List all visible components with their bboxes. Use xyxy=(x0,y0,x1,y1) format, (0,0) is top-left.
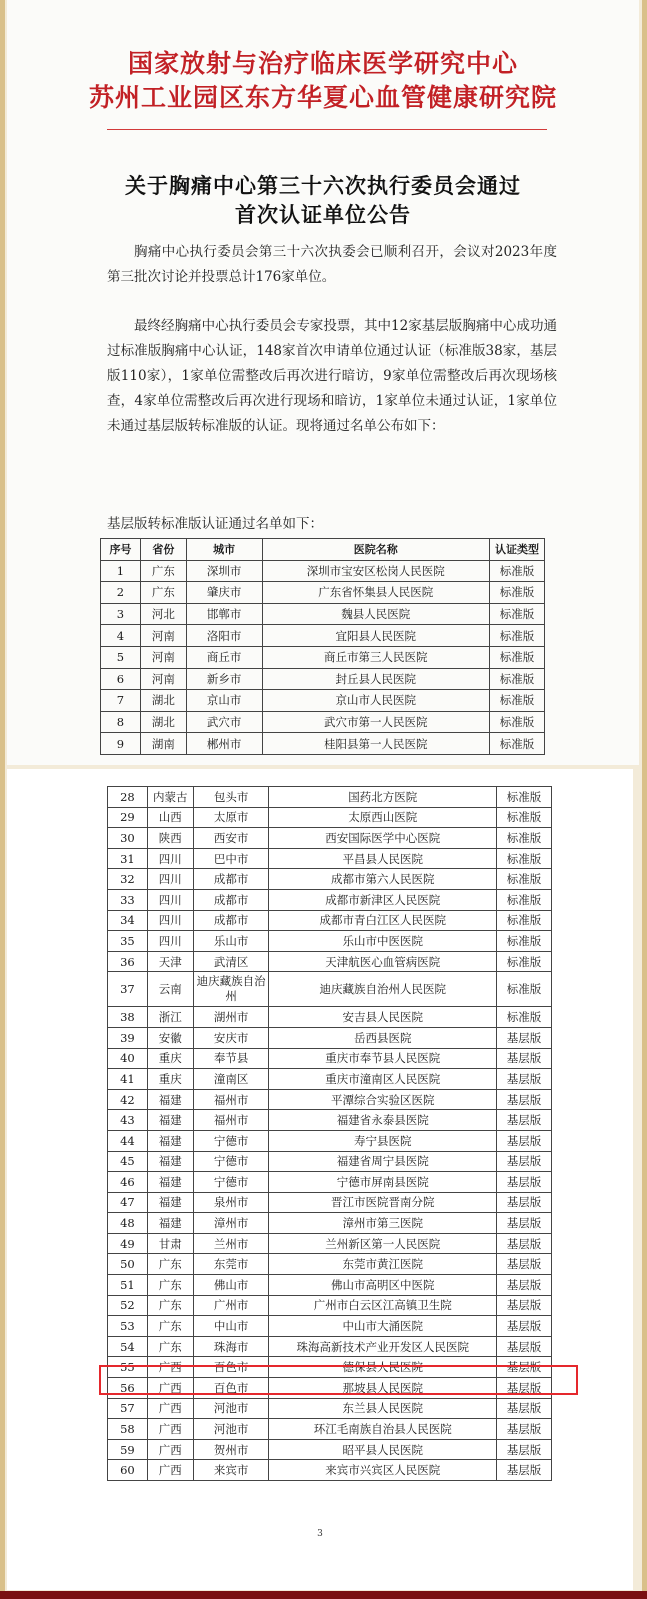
cell-hospital: 宁德市屏南县医院 xyxy=(269,1172,497,1193)
cell-city: 邯郸市 xyxy=(186,603,262,625)
cell-city: 商丘市 xyxy=(186,646,262,668)
cell-hospital: 兰州新区第一人民医院 xyxy=(269,1233,497,1254)
cell-cert-type: 标准版 xyxy=(497,828,552,849)
cell-cert-type: 标准版 xyxy=(497,869,552,890)
table-row xyxy=(108,787,552,808)
cell-province: 广西 xyxy=(147,1357,193,1378)
cell-no: 1 xyxy=(101,560,141,582)
cell-cert-type: 标准版 xyxy=(497,787,552,808)
cell-hospital: 西安国际医学中心医院 xyxy=(269,828,497,849)
cell-province: 广西 xyxy=(147,1378,193,1399)
cell-city: 巴中市 xyxy=(193,848,269,869)
cell-cert-type: 标准版 xyxy=(497,807,552,828)
cell-cert-type: 标准版 xyxy=(497,951,552,972)
cell-hospital: 魏县人民医院 xyxy=(262,603,490,625)
cell-cert-type: 标准版 xyxy=(497,910,552,931)
cell-no: 30 xyxy=(108,828,148,849)
cell-cert-type: 标准版 xyxy=(490,668,545,690)
notice-title-line-2: 首次认证单位公告 xyxy=(235,202,411,227)
cell-city: 迪庆藏族自治州 xyxy=(193,972,269,1007)
cell-cert-type: 标准版 xyxy=(490,625,545,647)
cell-hospital: 广州市白云区江高镇卫生院 xyxy=(269,1295,497,1316)
header-cert-type: 认证类型 xyxy=(490,539,545,561)
cell-city: 河池市 xyxy=(193,1419,269,1440)
table-row xyxy=(108,869,552,890)
cell-hospital: 东兰县人民医院 xyxy=(269,1398,497,1419)
cell-no: 53 xyxy=(108,1316,148,1337)
cell-cert-type: 基层版 xyxy=(497,1398,552,1419)
cell-cert-type: 标准版 xyxy=(490,560,545,582)
table-row xyxy=(108,1439,552,1460)
cell-cert-type: 标准版 xyxy=(490,603,545,625)
cell-province: 河南 xyxy=(140,646,186,668)
cell-hospital: 天津航医心血管病医院 xyxy=(269,951,497,972)
cell-no: 35 xyxy=(108,931,148,952)
cell-hospital: 中山市大涌医院 xyxy=(269,1316,497,1337)
letterhead-line-1: 国家放射与治疗临床医学研究中心 xyxy=(127,49,518,78)
cell-hospital: 福建省周宁县医院 xyxy=(269,1151,497,1172)
cell-hospital: 京山市人民医院 xyxy=(262,690,490,712)
row-highlight-box xyxy=(99,1365,578,1395)
cell-city: 武清区 xyxy=(193,951,269,972)
table-row xyxy=(108,1172,552,1193)
cell-no: 36 xyxy=(108,951,148,972)
cell-city: 宁德市 xyxy=(193,1151,269,1172)
cell-cert-type: 基层版 xyxy=(497,1110,552,1131)
cell-hospital: 岳西县医院 xyxy=(269,1027,497,1048)
cell-province: 天津 xyxy=(147,951,193,972)
cell-no: 33 xyxy=(108,889,148,910)
table-row xyxy=(108,1316,552,1337)
cell-province: 四川 xyxy=(147,889,193,910)
table-row xyxy=(108,848,552,869)
cell-city: 潼南区 xyxy=(193,1069,269,1090)
cell-hospital: 迪庆藏族自治州人民医院 xyxy=(269,972,497,1007)
cell-city: 包头市 xyxy=(193,787,269,808)
cell-province: 浙江 xyxy=(147,1007,193,1028)
cell-province: 福建 xyxy=(147,1089,193,1110)
cell-province: 河北 xyxy=(140,603,186,625)
cell-no: 57 xyxy=(108,1398,148,1419)
document-page-3 xyxy=(7,769,633,1590)
header-hospital: 医院名称 xyxy=(262,539,490,561)
cell-cert-type: 标准版 xyxy=(490,646,545,668)
cell-no: 32 xyxy=(108,869,148,890)
table-row xyxy=(108,1213,552,1234)
cell-hospital: 平昌县人民医院 xyxy=(269,848,497,869)
cell-hospital: 太原西山医院 xyxy=(269,807,497,828)
cell-no: 41 xyxy=(108,1069,148,1090)
cell-cert-type: 基层版 xyxy=(497,1130,552,1151)
cell-hospital: 成都市新津区人民医院 xyxy=(269,889,497,910)
cell-cert-type: 标准版 xyxy=(490,733,545,755)
cell-city: 珠海市 xyxy=(193,1336,269,1357)
cell-no: 8 xyxy=(101,711,141,733)
cell-hospital: 广东省怀集县人民医院 xyxy=(262,582,490,604)
table-row xyxy=(108,1336,552,1357)
table-row xyxy=(101,560,545,582)
cell-province: 湖南 xyxy=(140,733,186,755)
cell-cert-type: 标准版 xyxy=(490,690,545,712)
cell-cert-type: 标准版 xyxy=(497,931,552,952)
cell-hospital: 重庆市潼南区人民医院 xyxy=(269,1069,497,1090)
table-row xyxy=(108,972,552,1007)
cell-city: 中山市 xyxy=(193,1316,269,1337)
cell-city: 成都市 xyxy=(193,889,269,910)
cell-province: 广东 xyxy=(140,582,186,604)
cell-city: 兰州市 xyxy=(193,1233,269,1254)
cell-hospital: 东莞市黄江医院 xyxy=(269,1254,497,1275)
cell-province: 湖北 xyxy=(140,690,186,712)
cell-province: 云南 xyxy=(147,972,193,1007)
cell-city: 郴州市 xyxy=(186,733,262,755)
table-row xyxy=(101,646,545,668)
cell-hospital: 晋江市医院晋南分院 xyxy=(269,1192,497,1213)
cell-city: 泉州市 xyxy=(193,1192,269,1213)
cell-no: 47 xyxy=(108,1192,148,1213)
cell-hospital: 乐山市中医医院 xyxy=(269,931,497,952)
table-row xyxy=(101,690,545,712)
table-row xyxy=(108,1254,552,1275)
cell-hospital: 珠海高新技术产业开发区人民医院 xyxy=(269,1336,497,1357)
cell-no: 44 xyxy=(108,1130,148,1151)
cell-province: 广西 xyxy=(147,1419,193,1440)
cell-city: 太原市 xyxy=(193,807,269,828)
table-row xyxy=(101,668,545,690)
cell-hospital: 成都市青白江区人民医院 xyxy=(269,910,497,931)
cell-no: 9 xyxy=(101,733,141,755)
cell-hospital: 福建省永泰县医院 xyxy=(269,1110,497,1131)
cell-province: 广东 xyxy=(140,560,186,582)
cell-no: 58 xyxy=(108,1419,148,1440)
cell-cert-type: 基层版 xyxy=(497,1316,552,1337)
table-body xyxy=(101,560,545,754)
paragraph-1: 胸痛中心执行委员会第三十六次执委会已顺利召开，会议对2023年度第三批次讨论并投票总计176家单位。 xyxy=(107,244,557,285)
table-row xyxy=(108,828,552,849)
cell-no: 29 xyxy=(108,807,148,828)
cell-no: 52 xyxy=(108,1295,148,1316)
table-row xyxy=(108,1151,552,1172)
cell-no: 5 xyxy=(101,646,141,668)
cell-hospital: 平潭综合实验区医院 xyxy=(269,1089,497,1110)
cell-city: 肇庆市 xyxy=(186,582,262,604)
letterhead-line-2: 苏州工业园区东方华夏心血管健康研究院 xyxy=(88,83,557,112)
table-row xyxy=(108,1192,552,1213)
cell-city: 百色市 xyxy=(193,1378,269,1399)
table-row xyxy=(108,1069,552,1090)
cell-province: 福建 xyxy=(147,1213,193,1234)
cell-city: 漳州市 xyxy=(193,1213,269,1234)
cell-no: 37 xyxy=(108,972,148,1007)
cell-hospital: 漳州市第三医院 xyxy=(269,1213,497,1234)
cell-hospital: 寿宁县医院 xyxy=(269,1130,497,1151)
table-row xyxy=(108,1007,552,1028)
cell-province: 山西 xyxy=(147,807,193,828)
cell-hospital: 桂阳县第一人民医院 xyxy=(262,733,490,755)
cell-province: 广西 xyxy=(147,1398,193,1419)
cell-cert-type: 基层版 xyxy=(497,1233,552,1254)
cell-no: 56 xyxy=(108,1378,148,1399)
cell-hospital: 来宾市兴宾区人民医院 xyxy=(269,1460,497,1481)
cell-province: 河南 xyxy=(140,668,186,690)
cell-province: 广西 xyxy=(147,1439,193,1460)
cell-cert-type: 基层版 xyxy=(497,1460,552,1481)
table-row xyxy=(108,910,552,931)
cell-no: 6 xyxy=(101,668,141,690)
cell-city: 新乡市 xyxy=(186,668,262,690)
cell-cert-type: 标准版 xyxy=(490,711,545,733)
cell-no: 50 xyxy=(108,1254,148,1275)
cell-city: 武穴市 xyxy=(186,711,262,733)
cell-city: 西安市 xyxy=(193,828,269,849)
cell-no: 39 xyxy=(108,1027,148,1048)
table-row xyxy=(108,1089,552,1110)
cell-no: 34 xyxy=(108,910,148,931)
cell-hospital: 佛山市高明区中医院 xyxy=(269,1275,497,1296)
cell-no: 51 xyxy=(108,1275,148,1296)
cell-hospital: 环江毛南族自治县人民医院 xyxy=(269,1419,497,1440)
cell-province: 福建 xyxy=(147,1110,193,1131)
cell-no: 38 xyxy=(108,1007,148,1028)
cell-city: 京山市 xyxy=(186,690,262,712)
cell-cert-type: 基层版 xyxy=(497,1275,552,1296)
cell-province: 福建 xyxy=(147,1151,193,1172)
cell-province: 四川 xyxy=(147,931,193,952)
cell-province: 广东 xyxy=(147,1336,193,1357)
cell-city: 安庆市 xyxy=(193,1027,269,1048)
cell-hospital: 昭平县人民医院 xyxy=(269,1439,497,1460)
cell-city: 贺州市 xyxy=(193,1439,269,1460)
cell-no: 45 xyxy=(108,1151,148,1172)
upgrade-list-table xyxy=(100,538,545,755)
cell-city: 成都市 xyxy=(193,910,269,931)
cell-hospital: 武穴市第一人民医院 xyxy=(262,711,490,733)
cell-city: 福州市 xyxy=(193,1089,269,1110)
table-row xyxy=(108,1419,552,1440)
cell-province: 河南 xyxy=(140,625,186,647)
cell-province: 甘肃 xyxy=(147,1233,193,1254)
cell-cert-type: 基层版 xyxy=(497,1151,552,1172)
cell-province: 广东 xyxy=(147,1254,193,1275)
cell-cert-type: 基层版 xyxy=(497,1069,552,1090)
cell-province: 重庆 xyxy=(147,1048,193,1069)
cell-cert-type: 基层版 xyxy=(497,1336,552,1357)
cell-cert-type: 标准版 xyxy=(497,889,552,910)
table-row xyxy=(108,931,552,952)
cell-cert-type: 基层版 xyxy=(497,1378,552,1399)
cell-cert-type: 标准版 xyxy=(490,582,545,604)
left-border xyxy=(0,0,5,1599)
cell-city: 河池市 xyxy=(193,1398,269,1419)
cell-city: 广州市 xyxy=(193,1295,269,1316)
notice-title-line-1: 关于胸痛中心第三十六次执行委员会通过 xyxy=(125,173,521,198)
cell-city: 宁德市 xyxy=(193,1172,269,1193)
table-row xyxy=(108,951,552,972)
cell-city: 来宾市 xyxy=(193,1460,269,1481)
cell-province: 重庆 xyxy=(147,1069,193,1090)
cell-hospital: 那坡县人民医院 xyxy=(269,1378,497,1399)
table-row xyxy=(101,603,545,625)
cell-city: 福州市 xyxy=(193,1110,269,1131)
cell-city: 成都市 xyxy=(193,869,269,890)
table-row xyxy=(101,733,545,755)
table-row xyxy=(108,1275,552,1296)
cell-city: 乐山市 xyxy=(193,931,269,952)
table-row xyxy=(108,1110,552,1131)
cell-city: 洛阳市 xyxy=(186,625,262,647)
cell-cert-type: 基层版 xyxy=(497,1048,552,1069)
table-row xyxy=(108,1048,552,1069)
cell-province: 内蒙古 xyxy=(147,787,193,808)
cell-city: 百色市 xyxy=(193,1357,269,1378)
cell-cert-type: 基层版 xyxy=(497,1295,552,1316)
cell-cert-type: 标准版 xyxy=(497,848,552,869)
table-row xyxy=(101,625,545,647)
cell-cert-type: 基层版 xyxy=(497,1192,552,1213)
table-row xyxy=(108,1233,552,1254)
cell-hospital: 宜阳县人民医院 xyxy=(262,625,490,647)
table-row xyxy=(108,1398,552,1419)
cell-hospital: 封丘县人民医院 xyxy=(262,668,490,690)
cell-cert-type: 基层版 xyxy=(497,1213,552,1234)
cell-no: 31 xyxy=(108,848,148,869)
cell-no: 40 xyxy=(108,1048,148,1069)
cell-province: 四川 xyxy=(147,848,193,869)
header-no: 序号 xyxy=(101,539,141,561)
header-province: 省份 xyxy=(140,539,186,561)
cell-cert-type: 基层版 xyxy=(497,1089,552,1110)
cell-no: 42 xyxy=(108,1089,148,1110)
cell-cert-type: 基层版 xyxy=(497,1419,552,1440)
cell-no: 2 xyxy=(101,582,141,604)
cell-no: 43 xyxy=(108,1110,148,1131)
cell-cert-type: 基层版 xyxy=(497,1172,552,1193)
cell-cert-type: 基层版 xyxy=(497,1027,552,1048)
cell-cert-type: 基层版 xyxy=(497,1254,552,1275)
cell-city: 佛山市 xyxy=(193,1275,269,1296)
cell-city: 宁德市 xyxy=(193,1130,269,1151)
cell-no: 59 xyxy=(108,1439,148,1460)
table-row xyxy=(108,1295,552,1316)
cell-province: 福建 xyxy=(147,1192,193,1213)
cell-no: 60 xyxy=(108,1460,148,1481)
cell-no: 4 xyxy=(101,625,141,647)
cell-city: 深圳市 xyxy=(186,560,262,582)
cell-no: 55 xyxy=(108,1357,148,1378)
cell-hospital: 深圳市宝安区松岗人民医院 xyxy=(262,560,490,582)
table-row xyxy=(108,1130,552,1151)
cell-cert-type: 标准版 xyxy=(497,1007,552,1028)
cell-cert-type: 基层版 xyxy=(497,1439,552,1460)
cell-province: 广西 xyxy=(147,1460,193,1481)
cell-no: 49 xyxy=(108,1233,148,1254)
cell-province: 广东 xyxy=(147,1275,193,1296)
table-row xyxy=(108,807,552,828)
cell-city: 奉节县 xyxy=(193,1048,269,1069)
cell-province: 四川 xyxy=(147,910,193,931)
cell-hospital: 重庆市奉节县人民医院 xyxy=(269,1048,497,1069)
document-page-1 xyxy=(7,0,639,765)
page-number: 3 xyxy=(317,1529,323,1539)
table-row xyxy=(108,1460,552,1481)
cell-no: 48 xyxy=(108,1213,148,1234)
table-row xyxy=(108,889,552,910)
bottom-bar xyxy=(0,1591,647,1599)
cell-no: 54 xyxy=(108,1336,148,1357)
table-row xyxy=(101,582,545,604)
header-city: 城市 xyxy=(186,539,262,561)
cell-cert-type: 标准版 xyxy=(497,972,552,1007)
cell-hospital: 德保县人民医院 xyxy=(269,1357,497,1378)
table-header-row xyxy=(101,539,545,561)
cell-city: 湖州市 xyxy=(193,1007,269,1028)
cell-province: 安徽 xyxy=(147,1027,193,1048)
table-row xyxy=(101,711,545,733)
list-caption: 基层版转标准版认证通过名单如下： xyxy=(107,516,323,532)
cell-province: 广东 xyxy=(147,1295,193,1316)
cell-province: 四川 xyxy=(147,869,193,890)
paragraph-2: 最终经胸痛中心执行委员会专家投票，其中12家基层版胸痛中心成功通过标准版胸痛中心认证，148家首次申请单位通过认证（标准版38家，基层版110家），1家单位需整改后再次进行暗访，9家单位需整改后再次现场核查，4家单位需整改后再次进行现场和暗访，1家单位未通过认证，1家单位未通过基层版转标准版的认证。现将通过名单公布如下： xyxy=(107,318,557,434)
cell-no: 46 xyxy=(108,1172,148,1193)
cell-city: 东莞市 xyxy=(193,1254,269,1275)
cell-province: 福建 xyxy=(147,1130,193,1151)
cell-no: 3 xyxy=(101,603,141,625)
cell-hospital: 安吉县人民医院 xyxy=(269,1007,497,1028)
cell-hospital: 国药北方医院 xyxy=(269,787,497,808)
cell-province: 广东 xyxy=(147,1316,193,1337)
letterhead-divider xyxy=(107,129,547,130)
cell-hospital: 商丘市第三人民医院 xyxy=(262,646,490,668)
cell-province: 湖北 xyxy=(140,711,186,733)
cell-province: 陕西 xyxy=(147,828,193,849)
right-border xyxy=(642,0,647,1599)
cell-cert-type: 基层版 xyxy=(497,1357,552,1378)
cell-no: 28 xyxy=(108,787,148,808)
cell-province: 福建 xyxy=(147,1172,193,1193)
cell-no: 7 xyxy=(101,690,141,712)
table-row xyxy=(108,1027,552,1048)
cell-hospital: 成都市第六人民医院 xyxy=(269,869,497,890)
